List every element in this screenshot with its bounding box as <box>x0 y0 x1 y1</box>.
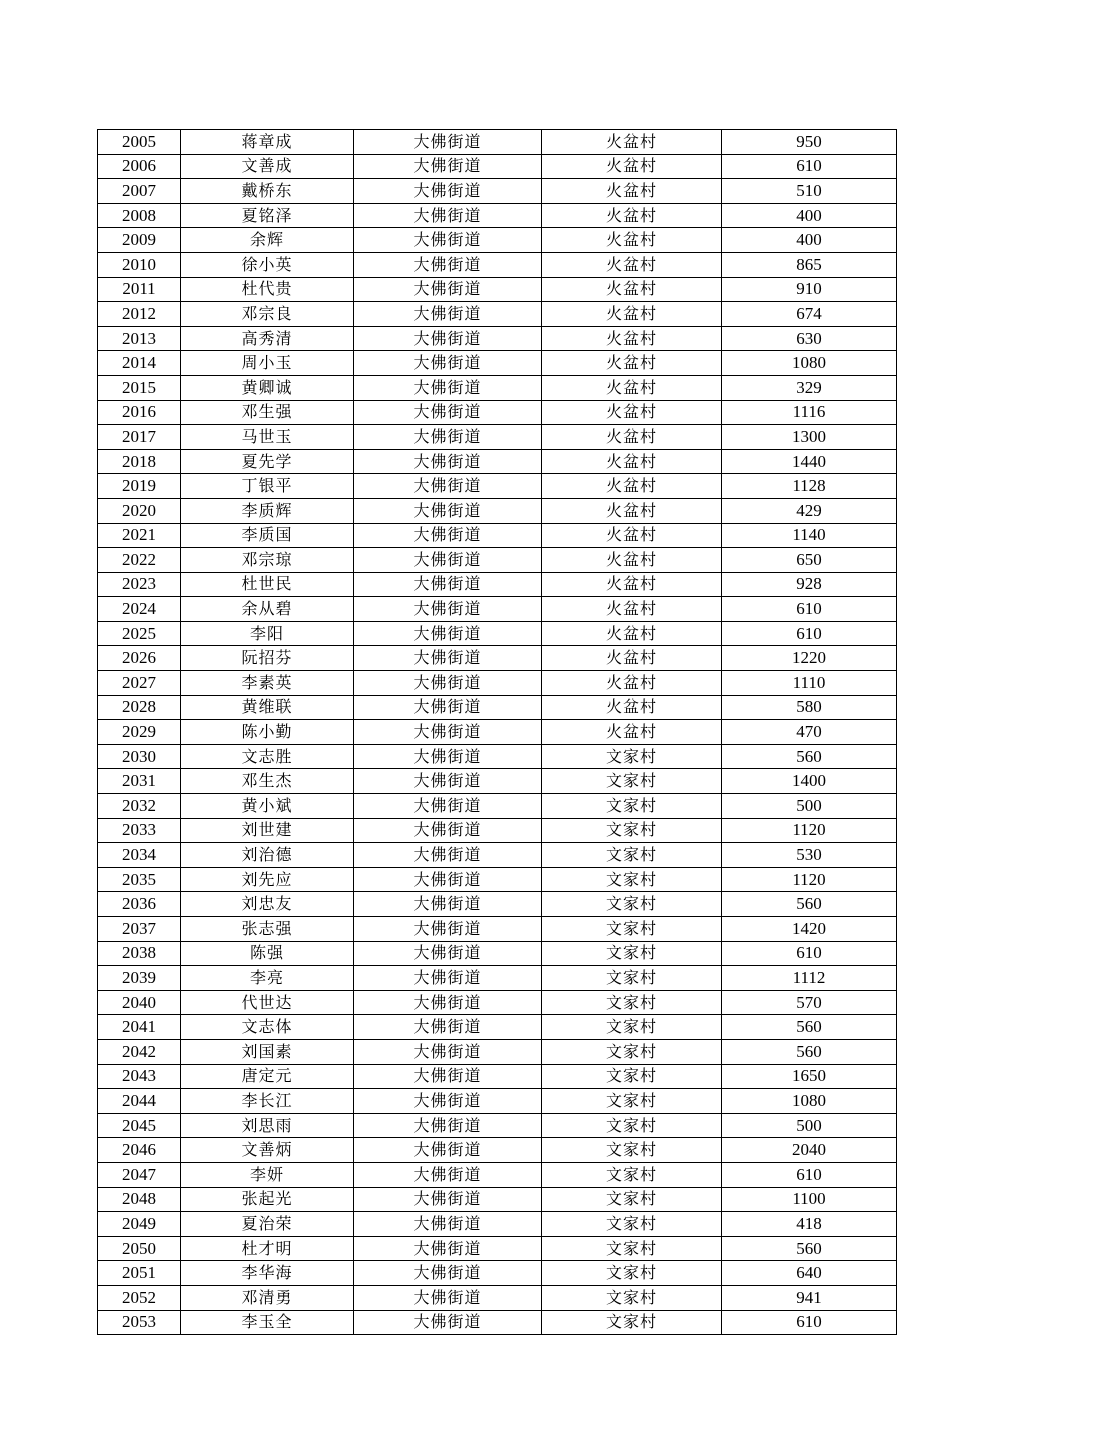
serial-number-cell: 2033 <box>98 818 181 843</box>
village-cell: 火盆村 <box>542 375 722 400</box>
street-cell: 大佛街道 <box>354 695 542 720</box>
street-cell: 大佛街道 <box>354 1162 542 1187</box>
village-cell: 文家村 <box>542 1089 722 1114</box>
street-cell: 大佛街道 <box>354 228 542 253</box>
village-cell: 文家村 <box>542 818 722 843</box>
amount-cell: 1080 <box>722 1089 897 1114</box>
village-cell: 火盆村 <box>542 326 722 351</box>
amount-cell: 470 <box>722 720 897 745</box>
street-cell: 大佛街道 <box>354 744 542 769</box>
table-row <box>98 744 897 769</box>
amount-cell: 865 <box>722 252 897 277</box>
table-row <box>98 695 897 720</box>
name-cell: 邓宗琼 <box>181 548 354 573</box>
name-cell: 李阳 <box>181 621 354 646</box>
name-cell: 李亮 <box>181 966 354 991</box>
village-cell: 文家村 <box>542 1162 722 1187</box>
village-cell: 火盆村 <box>542 277 722 302</box>
village-cell: 火盆村 <box>542 498 722 523</box>
table-row <box>98 425 897 450</box>
table-row <box>98 351 897 376</box>
table-row <box>98 1261 897 1286</box>
name-cell: 唐定元 <box>181 1064 354 1089</box>
serial-number-cell: 2047 <box>98 1162 181 1187</box>
amount-cell: 560 <box>722 1039 897 1064</box>
street-cell: 大佛街道 <box>354 179 542 204</box>
village-cell: 火盆村 <box>542 572 722 597</box>
village-cell: 火盆村 <box>542 154 722 179</box>
amount-cell: 500 <box>722 1113 897 1138</box>
street-cell: 大佛街道 <box>354 425 542 450</box>
name-cell: 夏先学 <box>181 449 354 474</box>
serial-number-cell: 2012 <box>98 302 181 327</box>
name-cell: 文善成 <box>181 154 354 179</box>
amount-cell: 640 <box>722 1261 897 1286</box>
village-cell: 文家村 <box>542 1064 722 1089</box>
serial-number-cell: 2009 <box>98 228 181 253</box>
village-cell: 火盆村 <box>542 646 722 671</box>
street-cell: 大佛街道 <box>354 917 542 942</box>
name-cell: 李质辉 <box>181 498 354 523</box>
street-cell: 大佛街道 <box>354 474 542 499</box>
name-cell: 黄维联 <box>181 695 354 720</box>
street-cell: 大佛街道 <box>354 1015 542 1040</box>
serial-number-cell: 2026 <box>98 646 181 671</box>
serial-number-cell: 2024 <box>98 597 181 622</box>
name-cell: 丁银平 <box>181 474 354 499</box>
village-cell: 火盆村 <box>542 400 722 425</box>
amount-cell: 1110 <box>722 671 897 696</box>
table-row <box>98 375 897 400</box>
serial-number-cell: 2016 <box>98 400 181 425</box>
serial-number-cell: 2020 <box>98 498 181 523</box>
village-cell: 文家村 <box>542 1113 722 1138</box>
serial-number-cell: 2015 <box>98 375 181 400</box>
village-cell: 文家村 <box>542 1285 722 1310</box>
name-cell: 黄小斌 <box>181 794 354 819</box>
name-cell: 文善炳 <box>181 1138 354 1163</box>
serial-number-cell: 2048 <box>98 1187 181 1212</box>
amount-cell: 530 <box>722 843 897 868</box>
table-row <box>98 548 897 573</box>
table-row <box>98 794 897 819</box>
name-cell: 刘思雨 <box>181 1113 354 1138</box>
serial-number-cell: 2005 <box>98 130 181 155</box>
table-row <box>98 252 897 277</box>
amount-cell: 1140 <box>722 523 897 548</box>
street-cell: 大佛街道 <box>354 1310 542 1335</box>
serial-number-cell: 2050 <box>98 1236 181 1261</box>
table-row <box>98 1138 897 1163</box>
amount-cell: 650 <box>722 548 897 573</box>
amount-cell: 928 <box>722 572 897 597</box>
amount-cell: 560 <box>722 744 897 769</box>
amount-cell: 500 <box>722 794 897 819</box>
serial-number-cell: 2017 <box>98 425 181 450</box>
village-cell: 火盆村 <box>542 597 722 622</box>
table-row <box>98 769 897 794</box>
street-cell: 大佛街道 <box>354 597 542 622</box>
name-cell: 夏治荣 <box>181 1212 354 1237</box>
village-cell: 文家村 <box>542 1261 722 1286</box>
name-cell: 杜代贵 <box>181 277 354 302</box>
serial-number-cell: 2027 <box>98 671 181 696</box>
amount-cell: 1116 <box>722 400 897 425</box>
table-row <box>98 818 897 843</box>
street-cell: 大佛街道 <box>354 941 542 966</box>
serial-number-cell: 2037 <box>98 917 181 942</box>
name-cell: 文志胜 <box>181 744 354 769</box>
village-cell: 火盆村 <box>542 671 722 696</box>
table-row <box>98 1162 897 1187</box>
name-cell: 马世玉 <box>181 425 354 450</box>
village-cell: 火盆村 <box>542 621 722 646</box>
street-cell: 大佛街道 <box>354 794 542 819</box>
amount-cell: 1100 <box>722 1187 897 1212</box>
name-cell: 刘世建 <box>181 818 354 843</box>
table-row <box>98 203 897 228</box>
serial-number-cell: 2018 <box>98 449 181 474</box>
serial-number-cell: 2006 <box>98 154 181 179</box>
street-cell: 大佛街道 <box>354 1236 542 1261</box>
table-row <box>98 966 897 991</box>
amount-cell: 400 <box>722 228 897 253</box>
street-cell: 大佛街道 <box>354 720 542 745</box>
village-cell: 文家村 <box>542 1212 722 1237</box>
serial-number-cell: 2034 <box>98 843 181 868</box>
amount-cell: 570 <box>722 990 897 1015</box>
street-cell: 大佛街道 <box>354 498 542 523</box>
serial-number-cell: 2031 <box>98 769 181 794</box>
name-cell: 杜世民 <box>181 572 354 597</box>
street-cell: 大佛街道 <box>354 990 542 1015</box>
street-cell: 大佛街道 <box>354 449 542 474</box>
amount-cell: 580 <box>722 695 897 720</box>
village-cell: 文家村 <box>542 794 722 819</box>
table-row <box>98 523 897 548</box>
amount-cell: 610 <box>722 1310 897 1335</box>
serial-number-cell: 2023 <box>98 572 181 597</box>
table-row <box>98 277 897 302</box>
street-cell: 大佛街道 <box>354 1039 542 1064</box>
name-cell: 高秀清 <box>181 326 354 351</box>
amount-cell: 560 <box>722 892 897 917</box>
table-row <box>98 867 897 892</box>
street-cell: 大佛街道 <box>354 1064 542 1089</box>
table-row <box>98 597 897 622</box>
serial-number-cell: 2044 <box>98 1089 181 1114</box>
table-row <box>98 1113 897 1138</box>
name-cell: 徐小英 <box>181 252 354 277</box>
village-cell: 文家村 <box>542 917 722 942</box>
serial-number-cell: 2045 <box>98 1113 181 1138</box>
amount-cell: 610 <box>722 1162 897 1187</box>
name-cell: 邓生杰 <box>181 769 354 794</box>
village-cell: 文家村 <box>542 990 722 1015</box>
amount-cell: 418 <box>722 1212 897 1237</box>
amount-cell: 674 <box>722 302 897 327</box>
street-cell: 大佛街道 <box>354 302 542 327</box>
name-cell: 张志强 <box>181 917 354 942</box>
street-cell: 大佛街道 <box>354 1089 542 1114</box>
street-cell: 大佛街道 <box>354 671 542 696</box>
data-table <box>97 129 897 1335</box>
street-cell: 大佛街道 <box>354 252 542 277</box>
name-cell: 周小玉 <box>181 351 354 376</box>
amount-cell: 610 <box>722 597 897 622</box>
village-cell: 文家村 <box>542 843 722 868</box>
village-cell: 火盆村 <box>542 203 722 228</box>
amount-cell: 1128 <box>722 474 897 499</box>
table-row <box>98 1039 897 1064</box>
village-cell: 文家村 <box>542 892 722 917</box>
name-cell: 邓生强 <box>181 400 354 425</box>
street-cell: 大佛街道 <box>354 646 542 671</box>
serial-number-cell: 2025 <box>98 621 181 646</box>
village-cell: 火盆村 <box>542 351 722 376</box>
table-row <box>98 843 897 868</box>
amount-cell: 1120 <box>722 818 897 843</box>
village-cell: 文家村 <box>542 769 722 794</box>
village-cell: 火盆村 <box>542 425 722 450</box>
amount-cell: 630 <box>722 326 897 351</box>
amount-cell: 610 <box>722 941 897 966</box>
serial-number-cell: 2053 <box>98 1310 181 1335</box>
table-row <box>98 892 897 917</box>
street-cell: 大佛街道 <box>354 277 542 302</box>
village-cell: 文家村 <box>542 1236 722 1261</box>
serial-number-cell: 2030 <box>98 744 181 769</box>
name-cell: 戴桥东 <box>181 179 354 204</box>
village-cell: 火盆村 <box>542 523 722 548</box>
table-body <box>98 130 897 1335</box>
table-row <box>98 941 897 966</box>
street-cell: 大佛街道 <box>354 621 542 646</box>
village-cell: 文家村 <box>542 744 722 769</box>
table-row <box>98 621 897 646</box>
serial-number-cell: 2010 <box>98 252 181 277</box>
serial-number-cell: 2008 <box>98 203 181 228</box>
village-cell: 火盆村 <box>542 228 722 253</box>
amount-cell: 510 <box>722 179 897 204</box>
name-cell: 陈小勤 <box>181 720 354 745</box>
table-row <box>98 326 897 351</box>
serial-number-cell: 2022 <box>98 548 181 573</box>
amount-cell: 1300 <box>722 425 897 450</box>
village-cell: 文家村 <box>542 941 722 966</box>
street-cell: 大佛街道 <box>354 326 542 351</box>
village-cell: 火盆村 <box>542 179 722 204</box>
name-cell: 阮招芬 <box>181 646 354 671</box>
street-cell: 大佛街道 <box>354 1187 542 1212</box>
street-cell: 大佛街道 <box>354 769 542 794</box>
amount-cell: 1650 <box>722 1064 897 1089</box>
street-cell: 大佛街道 <box>354 130 542 155</box>
serial-number-cell: 2019 <box>98 474 181 499</box>
village-cell: 文家村 <box>542 867 722 892</box>
table-row <box>98 671 897 696</box>
amount-cell: 910 <box>722 277 897 302</box>
street-cell: 大佛街道 <box>354 1212 542 1237</box>
amount-cell: 610 <box>722 154 897 179</box>
serial-number-cell: 2049 <box>98 1212 181 1237</box>
table-row <box>98 1236 897 1261</box>
name-cell: 李素英 <box>181 671 354 696</box>
table-row <box>98 1310 897 1335</box>
serial-number-cell: 2029 <box>98 720 181 745</box>
village-cell: 文家村 <box>542 966 722 991</box>
name-cell: 李妍 <box>181 1162 354 1187</box>
amount-cell: 1080 <box>722 351 897 376</box>
street-cell: 大佛街道 <box>354 523 542 548</box>
table-row <box>98 990 897 1015</box>
name-cell: 刘忠友 <box>181 892 354 917</box>
street-cell: 大佛街道 <box>354 400 542 425</box>
serial-number-cell: 2021 <box>98 523 181 548</box>
name-cell: 余从碧 <box>181 597 354 622</box>
name-cell: 代世达 <box>181 990 354 1015</box>
village-cell: 火盆村 <box>542 720 722 745</box>
amount-cell: 950 <box>722 130 897 155</box>
amount-cell: 1440 <box>722 449 897 474</box>
serial-number-cell: 2052 <box>98 1285 181 1310</box>
table-row <box>98 302 897 327</box>
serial-number-cell: 2051 <box>98 1261 181 1286</box>
street-cell: 大佛街道 <box>354 1113 542 1138</box>
street-cell: 大佛街道 <box>354 572 542 597</box>
street-cell: 大佛街道 <box>354 843 542 868</box>
table-row <box>98 572 897 597</box>
village-cell: 文家村 <box>542 1138 722 1163</box>
name-cell: 刘先应 <box>181 867 354 892</box>
serial-number-cell: 2014 <box>98 351 181 376</box>
name-cell: 蒋章成 <box>181 130 354 155</box>
street-cell: 大佛街道 <box>354 818 542 843</box>
name-cell: 余辉 <box>181 228 354 253</box>
village-cell: 火盆村 <box>542 695 722 720</box>
serial-number-cell: 2028 <box>98 695 181 720</box>
amount-cell: 1420 <box>722 917 897 942</box>
street-cell: 大佛街道 <box>354 375 542 400</box>
serial-number-cell: 2007 <box>98 179 181 204</box>
street-cell: 大佛街道 <box>354 966 542 991</box>
name-cell: 李玉全 <box>181 1310 354 1335</box>
name-cell: 黄卿诚 <box>181 375 354 400</box>
table-row <box>98 1285 897 1310</box>
name-cell: 邓清勇 <box>181 1285 354 1310</box>
serial-number-cell: 2043 <box>98 1064 181 1089</box>
name-cell: 刘国素 <box>181 1039 354 1064</box>
table-row <box>98 1187 897 1212</box>
amount-cell: 1112 <box>722 966 897 991</box>
table-row <box>98 1064 897 1089</box>
street-cell: 大佛街道 <box>354 867 542 892</box>
table-row <box>98 449 897 474</box>
street-cell: 大佛街道 <box>354 892 542 917</box>
serial-number-cell: 2011 <box>98 277 181 302</box>
village-cell: 火盆村 <box>542 252 722 277</box>
amount-cell: 560 <box>722 1015 897 1040</box>
table-row <box>98 179 897 204</box>
name-cell: 文志体 <box>181 1015 354 1040</box>
street-cell: 大佛街道 <box>354 1285 542 1310</box>
name-cell: 杜才明 <box>181 1236 354 1261</box>
serial-number-cell: 2013 <box>98 326 181 351</box>
village-cell: 文家村 <box>542 1187 722 1212</box>
amount-cell: 1400 <box>722 769 897 794</box>
street-cell: 大佛街道 <box>354 1138 542 1163</box>
serial-number-cell: 2036 <box>98 892 181 917</box>
serial-number-cell: 2039 <box>98 966 181 991</box>
table-row <box>98 1089 897 1114</box>
name-cell: 刘治德 <box>181 843 354 868</box>
table-row <box>98 646 897 671</box>
street-cell: 大佛街道 <box>354 154 542 179</box>
name-cell: 李华海 <box>181 1261 354 1286</box>
village-cell: 文家村 <box>542 1039 722 1064</box>
table-row <box>98 400 897 425</box>
table-row <box>98 917 897 942</box>
serial-number-cell: 2038 <box>98 941 181 966</box>
name-cell: 李长江 <box>181 1089 354 1114</box>
street-cell: 大佛街道 <box>354 351 542 376</box>
amount-cell: 610 <box>722 621 897 646</box>
table-row <box>98 228 897 253</box>
village-cell: 火盆村 <box>542 130 722 155</box>
name-cell: 夏铭泽 <box>181 203 354 228</box>
amount-cell: 560 <box>722 1236 897 1261</box>
table-row <box>98 1015 897 1040</box>
name-cell: 张起光 <box>181 1187 354 1212</box>
serial-number-cell: 2042 <box>98 1039 181 1064</box>
table-row <box>98 154 897 179</box>
table-row <box>98 720 897 745</box>
amount-cell: 1120 <box>722 867 897 892</box>
village-cell: 火盆村 <box>542 548 722 573</box>
amount-cell: 2040 <box>722 1138 897 1163</box>
street-cell: 大佛街道 <box>354 548 542 573</box>
serial-number-cell: 2040 <box>98 990 181 1015</box>
table-row <box>98 498 897 523</box>
serial-number-cell: 2046 <box>98 1138 181 1163</box>
name-cell: 李质国 <box>181 523 354 548</box>
serial-number-cell: 2032 <box>98 794 181 819</box>
village-cell: 火盆村 <box>542 449 722 474</box>
amount-cell: 429 <box>722 498 897 523</box>
village-cell: 文家村 <box>542 1015 722 1040</box>
amount-cell: 941 <box>722 1285 897 1310</box>
village-cell: 火盆村 <box>542 302 722 327</box>
serial-number-cell: 2035 <box>98 867 181 892</box>
village-cell: 火盆村 <box>542 474 722 499</box>
street-cell: 大佛街道 <box>354 203 542 228</box>
name-cell: 陈强 <box>181 941 354 966</box>
serial-number-cell: 2041 <box>98 1015 181 1040</box>
table-row <box>98 130 897 155</box>
amount-cell: 329 <box>722 375 897 400</box>
village-cell: 文家村 <box>542 1310 722 1335</box>
amount-cell: 400 <box>722 203 897 228</box>
amount-cell: 1220 <box>722 646 897 671</box>
street-cell: 大佛街道 <box>354 1261 542 1286</box>
table-row <box>98 1212 897 1237</box>
table-row <box>98 474 897 499</box>
name-cell: 邓宗良 <box>181 302 354 327</box>
